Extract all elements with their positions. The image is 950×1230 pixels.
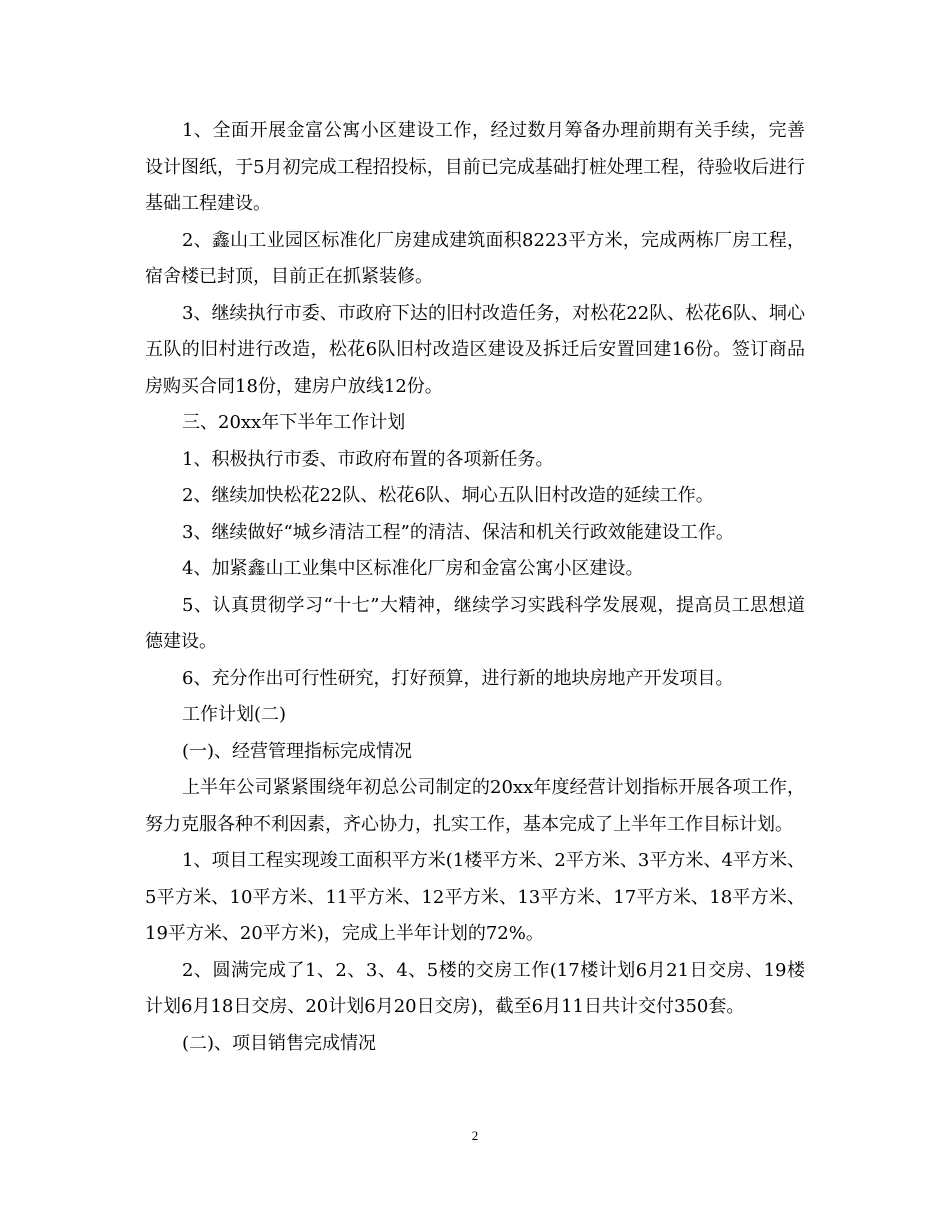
paragraph: 6、充分作出可行性研究，打好预算，进行新的地块房地产开发项目。	[182, 667, 734, 689]
section-heading: 三、20xx年下半年工作计划	[182, 412, 406, 433]
paragraph: 1、积极执行市委、市政府布置的各项新任务。	[182, 448, 554, 470]
paragraph: 3、继续执行市委、市政府下达的旧村改造任务，对松花22队、松花6队、垌心五队的旧村进行改造，松花6队旧村改造区建设及拆迁后安置回建16份。签订商品房购买合同18份，建房户放线12份。	[145, 302, 805, 397]
paragraph: 3、继续做好“城乡清洁工程”的清洁、保洁和机关行政效能建设工作。	[182, 521, 734, 543]
paragraph: 1、项目工程实现竣工面积平方米(1楼平方米、2平方米、3平方米、4平方米、5平方米、10平方米、11平方米、12平方米、13平方米、17平方米、18平方米、19平方米、20平方米)，完成上半年计划的72%。	[145, 850, 805, 944]
page-number: 2	[471, 1128, 479, 1143]
paragraph: 5、认真贯彻学习“十七”大精神，继续学习实践科学发展观，提高员工思想道德建设。	[145, 594, 805, 652]
paragraph: 4、加紧鑫山工业集中区标准化厂房和金富公寓小区建设。	[182, 558, 644, 579]
document-body	[145, 113, 805, 1062]
paragraph: 2、圆满完成了1、2、3、4、5楼的交房工作(17楼计划6月21日交房、19楼计划6月18日交房、20计划6月20日交房)，截至6月11日共计交付350套。	[145, 959, 805, 1017]
paragraph: 2、继续加快松花22队、松花6队、垌心五队旧村改造的延续工作。	[182, 485, 714, 506]
subsection-heading: (二)、项目销售完成情况	[182, 1032, 377, 1054]
subsection-heading: (一)、经营管理指标完成情况	[182, 740, 413, 762]
paragraph: 2、鑫山工业园区标准化厂房建成建筑面积8223平方米，完成两栋厂房工程，宿舍楼已封顶，目前正在抓紧装修。	[145, 229, 805, 287]
section-heading: 工作计划(二)	[182, 704, 287, 725]
paragraph: 1、全面开展金富公寓小区建设工作，经过数月筹备办理前期有关手续，完善设计图纸，于5月初完成工程招投标，目前已完成基础打桩处理工程，待验收后进行基础工程建设。	[145, 120, 805, 214]
paragraph: 上半年公司紧紧围绕年初总公司制定的20xx年度经营计划指标开展各项工作，努力克服各种不利因素，齐心协力，扎实工作，基本完成了上半年工作目标计划。	[145, 777, 805, 835]
